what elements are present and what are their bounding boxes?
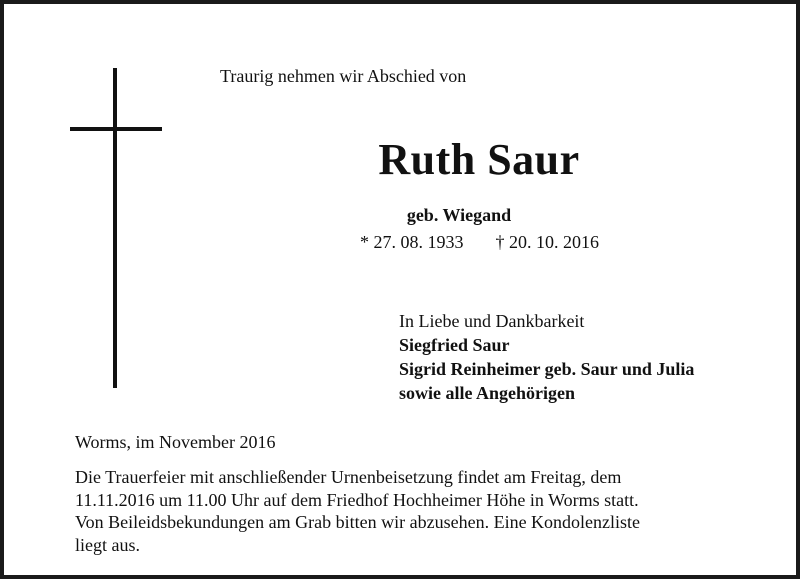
mourner-name: Sigrid Reinheimer geb. Saur und Julia [399,359,695,379]
intro-text: Traurig nehmen wir Abschied von [220,66,467,86]
cross-horizontal-bar [70,127,162,131]
birth-name: geb. Wiegand [406,205,512,225]
mourners-block [399,309,694,405]
mourner-name: sowie alle Angehörigen [399,383,575,403]
funeral-notice-line: 11.11.2016 um 11.00 Uhr auf dem Friedhof Hochheimer Höhe in Worms statt. [75,489,639,510]
death-date: † 20. 10. 2016 [495,232,599,252]
life-dates [360,231,599,253]
mourner-name: Siegfried Saur [399,335,510,355]
mourners-heading: In Liebe und Dankbarkeit [399,311,585,331]
funeral-notice-line: liegt aus. [75,534,140,555]
funeral-notice-line: Die Trauerfeier mit anschließender Urnenbeisetzung findet am Freitag, dem [75,467,622,487]
birth-date: * 27. 08. 1933 [360,232,464,252]
place-date: Worms, im November 2016 [75,432,276,452]
funeral-notice [75,466,735,556]
funeral-notice-line: Von Beileidsbekundungen am Grab bitten wir abzusehen. Eine Kondolenzliste [75,512,641,532]
cross-vertical-bar [113,68,117,388]
deceased-name: Ruth Saur [378,135,580,184]
